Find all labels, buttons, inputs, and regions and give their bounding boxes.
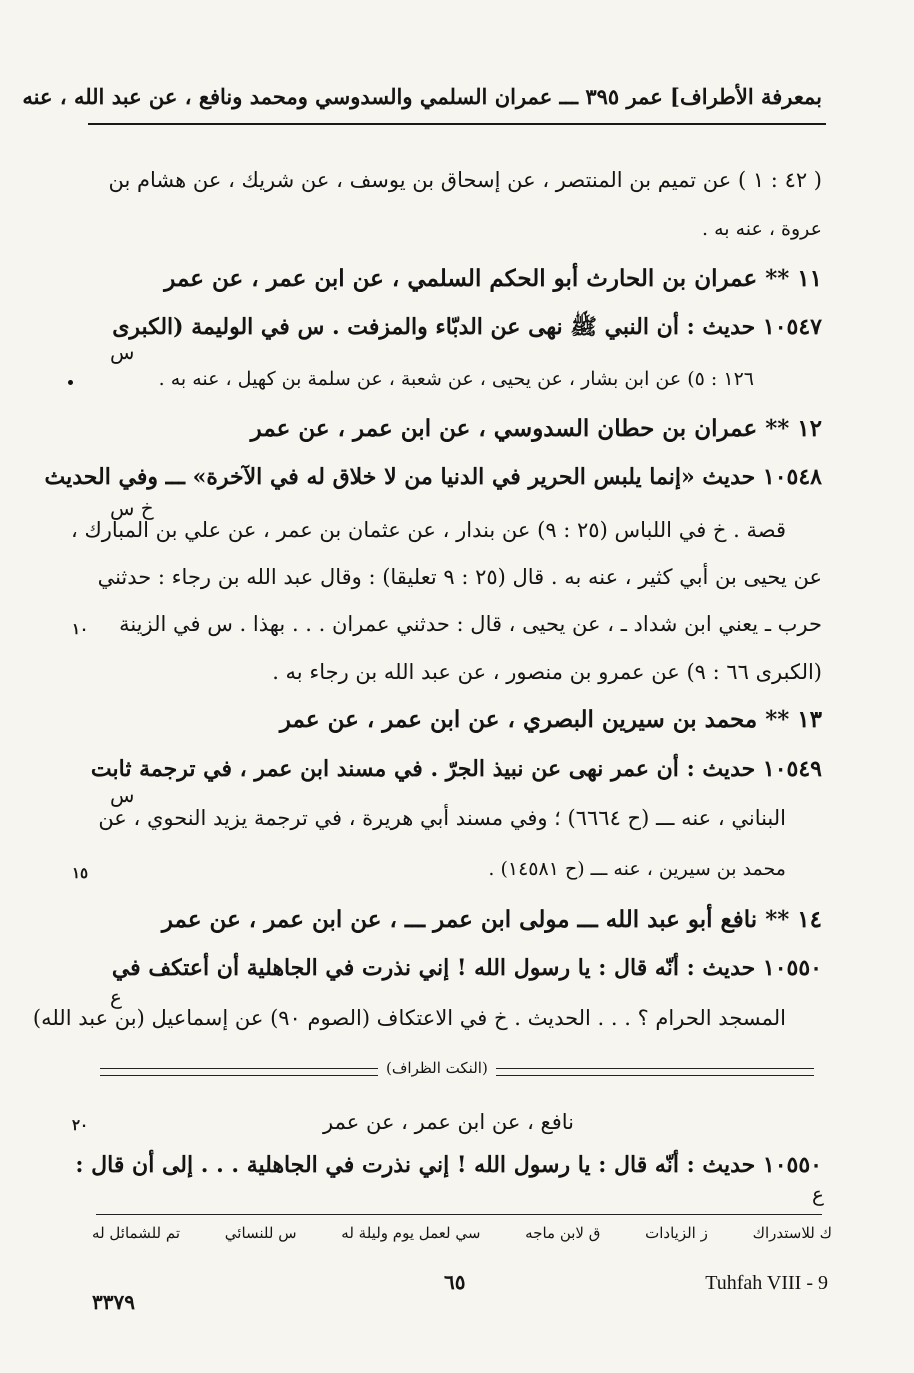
text-line: ١٢٦ : ٥) عن ابن بشار ، عن يحيى ، عن شعبة ، عن سلمة بن كهيل ، عنه به . [158,368,754,390]
narrator-heading: ١٢ ** عمران بن حطان السدوسي ، عن ابن عمر ، عن عمر [250,415,822,442]
text-line: المسجد الحرام ؟ . . . الحديث . خ في الاعتكاف (الصوم ٩٠) عن إسماعيل (بن عبد الله) [32,1006,786,1030]
abbreviation-key [92,1224,832,1242]
narrator-heading: ١٣ ** محمد بن سيرين البصري ، عن ابن عمر ، عن عمر [279,706,822,733]
margin-number: ٢٠ [72,1116,89,1134]
nukat-narrator: نافع ، عن ابن عمر ، عن عمر [323,1110,574,1134]
nukat-hadith-line: ١٠٥٥٠ حديث : أنّه قال : يا رسول الله ! إني نذرت في الجاهلية . . . إلى أن قال : [75,1152,822,1178]
hadith-line: ١٠٥٤٩ حديث : أن عمر نهى عن نبيذ الجرّ . في مسند ابن عمر ، في ترجمة ثابت [90,756,822,782]
text-line: عن يحيى بن أبي كثير ، عنه به . قال (٢٥ : ٩ تعليقا) : وقال عبد الله بن رجاء : حدثني [97,565,822,589]
abbreviation: سي لعمل يوم وليلة له [341,1224,481,1242]
hadith-line: ١٠٥٤٨ حديث «إنما يلبس الحرير في الدنيا من لا خلاق له في الآخرة» ـــ وفي الحديث [44,464,822,490]
text-line: البناني ، عنه ـــ (ح ٦٦٦٤) ؛ وفي مسند أبي هريرة ، في ترجمة يزيد النحوي ، عن [98,806,786,830]
margin-number: ١٠ [72,620,89,638]
abbreviation: ك للاستدراك [752,1224,832,1242]
margin-dot [68,380,73,385]
narrator-heading: ١٤ ** نافع أبو عبد الله ـــ مولى ابن عمر ـــ ، عن ابن عمر ، عن عمر [161,906,822,933]
abbreviation: ز الزيادات [645,1224,708,1242]
footnote-rule [96,1214,822,1215]
running-header: بمعرفة الأطراف] عمر ٣٩٥ ـــ عمران السلمي والسدوسي ومحمد ونافع ، عن عبد الله ، عنه [22,84,822,109]
page-number: ٦٥ [444,1270,466,1294]
text-line: قصة . خ في اللباس (٢٥ : ٩) عن بندار ، عن عثمان بن عمر ، عن علي بن المبارك ، [70,518,786,542]
siglum: س [110,340,135,364]
volume-signature: Tuhfah VIII - 9 [705,1272,828,1294]
text-line: محمد بن سيرين ، عنه ـــ (ح ١٤٥٨١) . [488,858,786,880]
text-line: عروة ، عنه به . [701,218,822,240]
siglum: ع [110,985,122,1009]
hadith-line: ١٠٥٥٠ حديث : أنّه قال : يا رسول الله ! إني نذرت في الجاهلية أن أعتكف في [111,955,822,981]
hadith-line: ١٠٥٤٧ حديث : أن النبي ﷺ نهى عن الدبّاء والمزفت . س في الوليمة (الكبرى [112,314,822,340]
margin-number: ١٥ [72,864,89,882]
siglum: س [110,783,135,807]
header-rule [88,123,826,125]
abbreviation: ق لابن ماجه [525,1224,601,1242]
abbreviation: س للنسائي [224,1224,297,1242]
text-line: ( ٤٢ : ١ ) عن تميم بن المنتصر ، عن إسحاق بن يوسف ، عن شريك ، عن هشام بن [108,168,822,192]
nukat-heading: (النكت الظراف) [378,1059,496,1077]
footer-page-count: ٣٣٧٩ [92,1290,135,1314]
text-line: حرب ـ يعني ابن شداد ـ ، عن يحيى ، قال : حدثني عمران . . . بهذا . س في الزينة [119,612,822,636]
text-line: (الكبرى ٦٦ : ٩) عن عمرو بن منصور ، عن عبد الله بن رجاء به . [272,660,822,684]
narrator-heading: ١١ ** عمران بن الحارث أبو الحكم السلمي ، عن ابن عمر ، عن عمر [164,265,822,292]
siglum: ع [812,1182,824,1206]
siglum: خ س [110,496,154,520]
abbreviation: تم للشمائل له [92,1224,181,1242]
